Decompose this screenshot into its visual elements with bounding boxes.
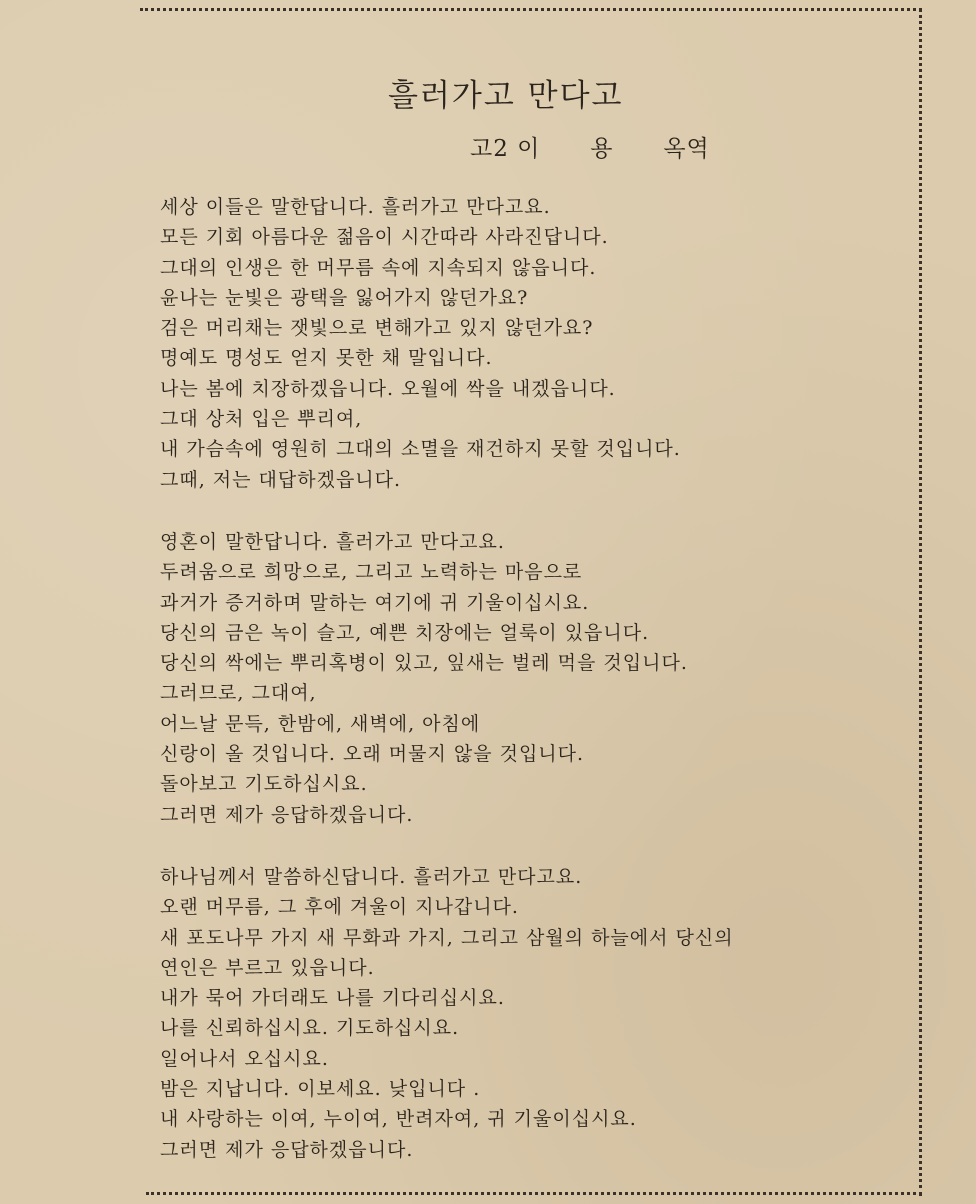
poem-line: 하나님께서 말씀하신답니다. 흘러가고 만다고요. xyxy=(160,865,583,888)
poem-line: 당신의 싹에는 뿌리혹병이 있고, 잎새는 벌레 먹을 것입니다. xyxy=(160,652,688,675)
poem-line: 연인은 부르고 있읍니다. xyxy=(160,956,375,979)
poem-line: 모든 기회 아름다운 젊음이 시간따라 사라진답니다. xyxy=(160,226,609,249)
poem-line: 새 포도나무 가지 새 무화과 가지, 그리고 삼월의 하늘에서 당신의 xyxy=(160,926,734,949)
poem-line: 그대의 인생은 한 머무름 속에 지속되지 않읍니다. xyxy=(160,256,597,279)
dotted-border-right xyxy=(919,8,922,1196)
poem-line: 그때, 저는 대답하겠읍니다. xyxy=(160,468,402,491)
dotted-border-top xyxy=(140,8,922,11)
poem-line: 어느날 문득, 한밤에, 새벽에, 아침에 xyxy=(160,712,481,735)
poem-title: 흘러가고 만다고 xyxy=(388,78,624,114)
poem-line: 나는 봄에 치장하겠읍니다. 오월에 싹을 내겠읍니다. xyxy=(160,377,616,400)
stanza-1 xyxy=(160,192,900,495)
stanza-3 xyxy=(160,862,900,1165)
stanza-2 xyxy=(160,527,900,830)
poem-line: 그대 상처 입은 뿌리여, xyxy=(160,408,363,431)
poem-author: 고2 이 용 옥역 xyxy=(470,136,710,162)
poem-line: 명예도 명성도 얻지 못한 채 말입니다. xyxy=(160,347,493,370)
poem-line: 그러면 제가 응답하겠읍니다. xyxy=(160,1138,414,1161)
poem-line: 밤은 지납니다. 이보세요. 낮입니다 . xyxy=(160,1078,481,1101)
poem-line: 영혼이 말한답니다. 흘러가고 만다고요. xyxy=(160,530,505,553)
poem-line: 나를 신뢰하십시요. 기도하십시요. xyxy=(160,1017,460,1040)
poem-line: 윤나는 눈빛은 광택을 잃어가지 않던가요? xyxy=(160,286,529,309)
poem-line: 당신의 금은 녹이 슬고, 예쁜 치장에는 얼룩이 있읍니다. xyxy=(160,621,650,644)
poem-line: 그러므로, 그대여, xyxy=(160,682,317,705)
poem-line: 내 가슴속에 영원히 그대의 소멸을 재건하지 못할 것입니다. xyxy=(160,438,681,461)
poem-line: 과거가 증거하며 말하는 여기에 귀 기울이십시요. xyxy=(160,591,590,614)
poem-line: 오랜 머무름, 그 후에 겨울이 지나갑니다. xyxy=(160,896,519,919)
poem-line: 신랑이 올 것입니다. 오래 머물지 않을 것입니다. xyxy=(160,743,585,766)
poem-body xyxy=(160,192,900,1197)
poem-line: 두려움으로 희망으로, 그리고 노력하는 마음으로 xyxy=(160,561,583,584)
poem-line: 내가 묵어 가더래도 나를 기다리십시요. xyxy=(160,987,505,1010)
poem-line: 세상 이들은 말한답니다. 흘러가고 만다고요. xyxy=(160,196,551,218)
poem-line: 검은 머리채는 잿빛으로 변해가고 있지 않던가요? xyxy=(160,317,594,340)
poem-line: 돌아보고 기도하십시요. xyxy=(160,773,368,796)
poem-line: 내 사랑하는 이여, 누이여, 반려자여, 귀 기울이십시요. xyxy=(160,1108,637,1131)
poem-line: 일어나서 오십시요. xyxy=(160,1047,329,1070)
poem-line: 그러면 제가 응답하겠읍니다. xyxy=(160,803,414,826)
